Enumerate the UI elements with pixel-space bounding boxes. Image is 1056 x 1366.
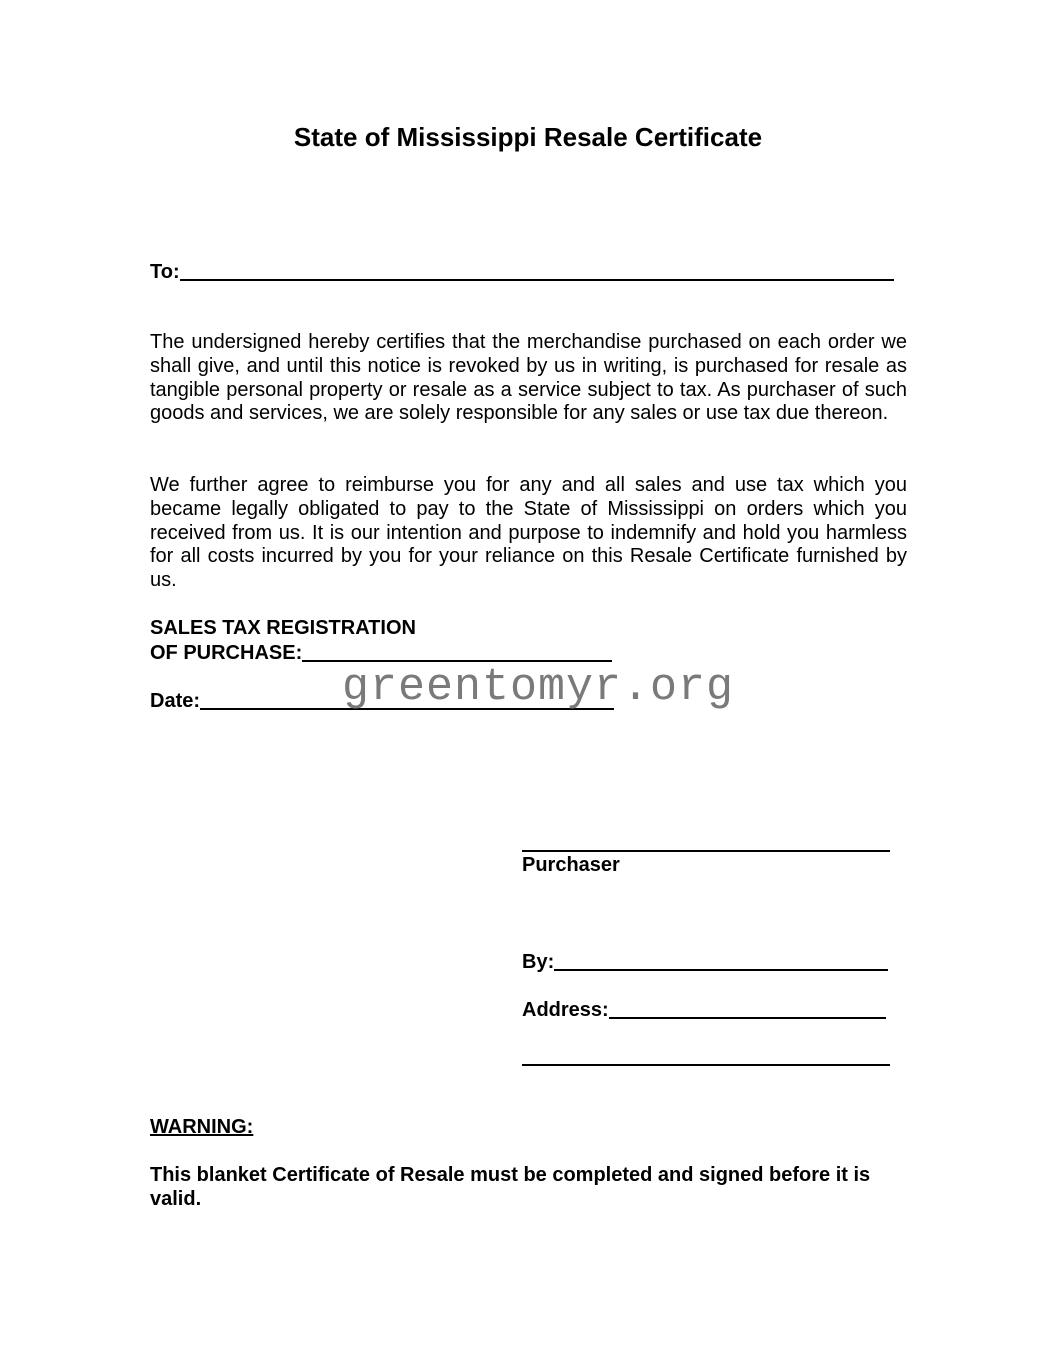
registration-label-line2: OF PURCHASE: [150,642,303,664]
address-input-line[interactable] [609,997,886,1019]
page-title: State of Mississippi Resale Certificate [293,122,763,152]
registration-input-line[interactable] [302,640,612,662]
purchaser-signature-line[interactable] [522,850,890,852]
by-label: By: [522,951,555,973]
indemnity-paragraph: We further agree to reimburse you for any and all sales and use tax which you became legally obligated to pay to the State of Mississippi on orders which you received from us. It is our intention and purpose to indemnify and hold you harmless for all costs incurred by you for your reliance on this Resale Certificate furnished by us. [150,474,907,592]
to-input-line[interactable] [180,259,894,281]
watermark: greentomyr.org [342,662,735,713]
to-label: To: [150,261,180,283]
purchaser-label: Purchaser [522,854,620,876]
address-label: Address: [522,999,609,1021]
address-field [522,997,886,1022]
date-label: Date: [150,690,201,712]
by-input-line[interactable] [554,949,888,971]
address-second-line[interactable] [522,1064,890,1066]
certification-paragraph: The undersigned hereby certifies that the merchandise purchased on each order we shall give, and until this notice is revoked by us in writing, is purchased for resale as tangible personal property or resale as a service subject to tax. As purchaser of such goods and services, we are solely responsible for any sales or use tax due thereon. [150,331,907,425]
to-field [150,259,894,284]
registration-label-line1: SALES TAX REGISTRATION [150,617,416,639]
warning-text: This blanket Certificate of Resale must be completed and signed before it is valid. [150,1164,871,1210]
warning-heading: WARNING: [150,1116,254,1138]
by-field [522,949,888,974]
